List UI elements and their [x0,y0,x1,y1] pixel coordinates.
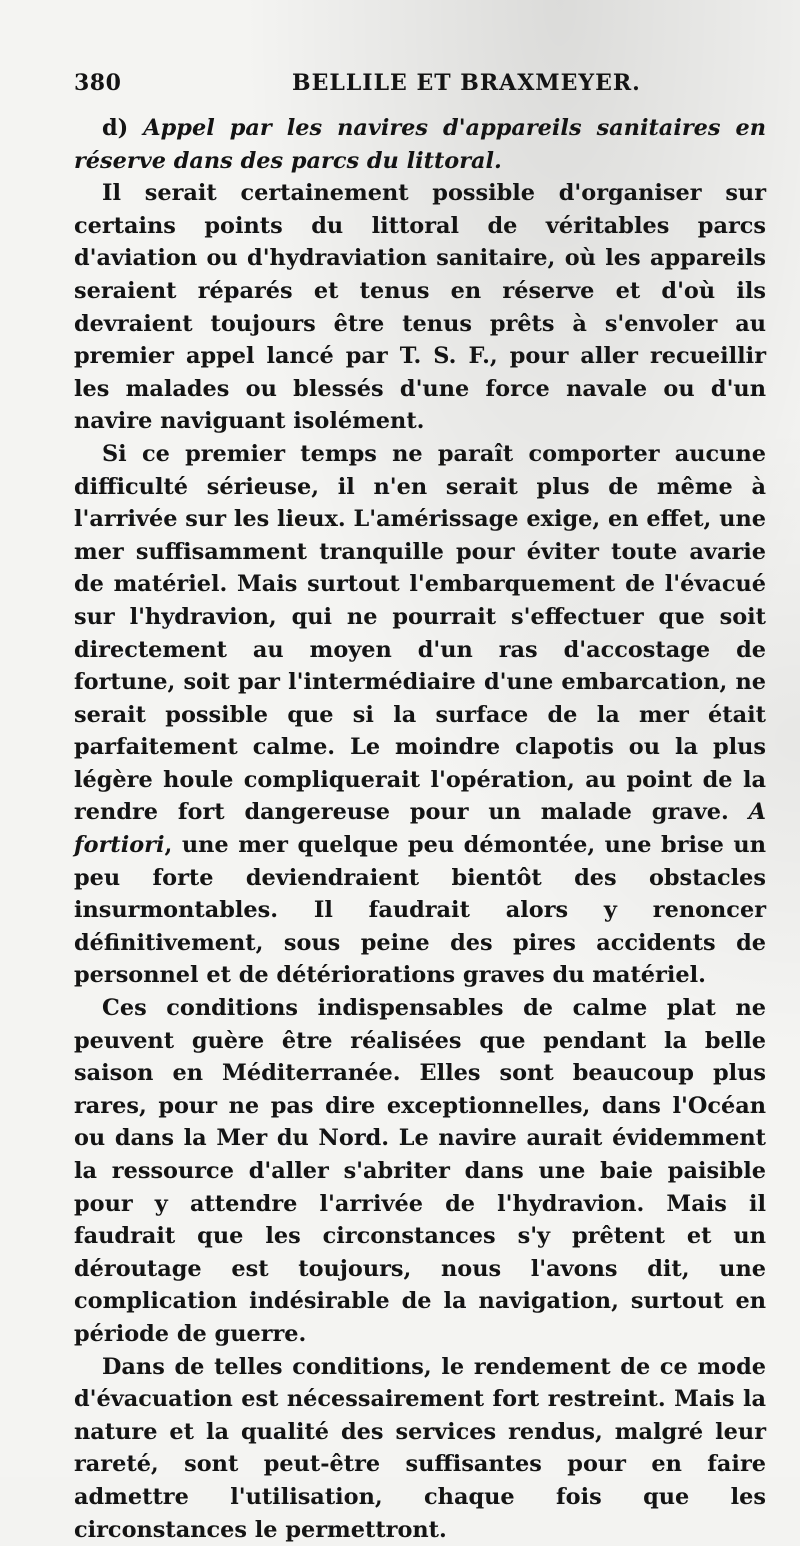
section-marker: d) [102,115,129,141]
paragraph-3: Ces conditions indispensables de calme plat ne peuvent guère être réalisées que pendant la belle saison en Méditerranée. Elles sont beaucoup plus rares, pour ne pas dire exceptionnelles, dans l'Océan ou dans la Mer du Nord. Le navire aurait évidemment la ressource d'aller s'abriter dans une baie paisible pour y attendre l'arrivée de l'hydravion. Mais il faudrait que les circonstances s'y prêtent et un déroutage est toujours, nous l'avons dit, une complication indésirable de la navigation, surtout en période de guerre. [74,995,766,1347]
paragraph-4: Dans de telles conditions, le rendement de ce mode d'évacuation est nécessairement fort restreint. Mais la nature et la qualité des services rendus, malgré leur rareté, sont peut-être suffisantes pour en faire admettre l'utilisation, chaque fois que les circonstances le permettront. [74,1353,766,1543]
paragraph-2-part-1: Si ce premier temps ne paraît comporter aucune difficulté sérieuse, il n'en serait plus de même à l'arrivée sur les lieux. L'amérissage exige, en effet, une mer suffisamment tranquille pour éviter toute avarie de matériel. Mais surtout l'embarquement de l'évacué sur l'hydravion, qui ne pourrait s'effectuer que soit directement au moyen d'un ras d'accostage de fortune, soit par l'intermédiaire d'une embarcation, ne serait possible que si la surface de la mer était parfaitement calme. Le moindre clapotis ou la plus légère houle compliquerait l'opération, au point de la rendre fort dangereuse pour un malade grave. [74,440,766,826]
section-heading [74,112,766,177]
a-fortiori-phrase: A fortiori [74,799,767,859]
page-number: 380 [74,70,122,96]
section-title: Appel par les navires d'appareils sanitaires en réserve dans des parcs du littoral. [74,115,767,174]
paragraph-2-part-2: , une mer quelque peu démontée, une brise un peu forte deviendraient bientôt des obstacles insurmontables. Il faudrait alors y renoncer définitivement, sous peine des pires accidents de personnel et de détériorations graves du matériel. [74,832,766,989]
body-text [74,112,766,1546]
running-title: BELLILE ET BRAXMEYER. [292,70,641,96]
running-head [74,70,764,104]
paragraph-1: Il serait certainement possible d'organiser sur certains points du littoral de véritables parcs d'aviation ou d'hydraviation sanitaire, où les appareils seraient réparés et tenus en réserve et d'où ils devraient toujours être tenus prêts à s'envoler au premier appel lancé par T. S. F., pour aller recueillir les malades ou blessés d'une force navale ou d'un navire naviguant isolément. [74,180,766,435]
paragraph-2 [74,438,766,992]
